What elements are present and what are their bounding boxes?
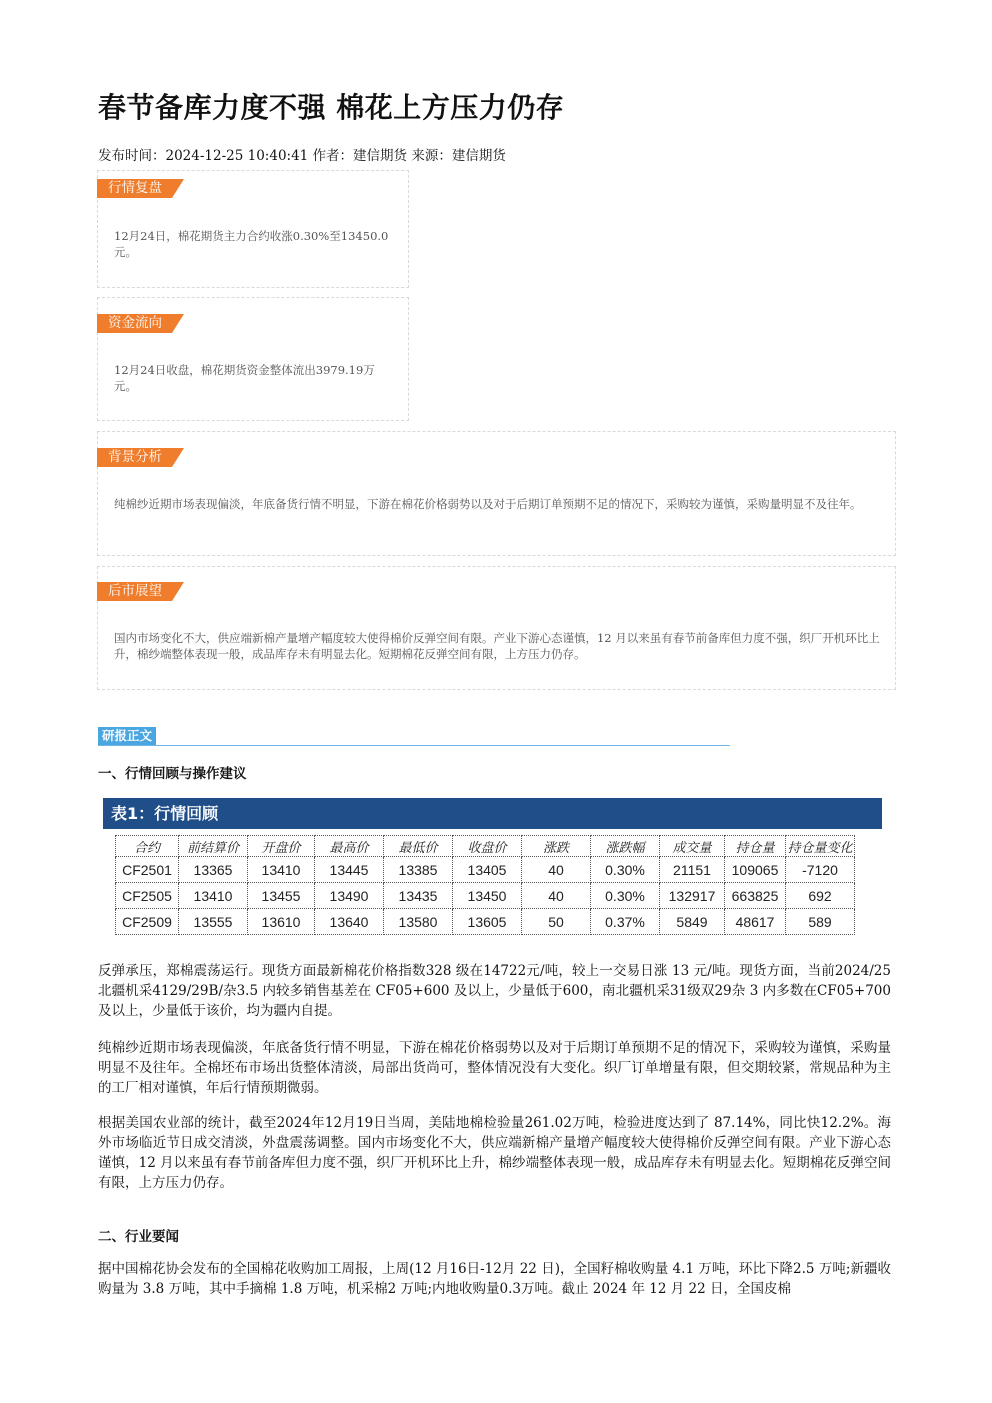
table-cell: 13580: [384, 909, 453, 935]
paragraph-usda: 根据美国农业部的统计，截至2024年12月19日当周，美陆地棉检验量261.02万吨，检验进度达到了 87.14%，同比快12.2%。海外市场临近节日成交清淡，外盘震荡调整。国内市场变化不大，供应端新棉产量增产幅度较大使得棉价反弹空间有限。产业下游心态谨慎，12 月以来虽有春节前备库但力度不强，织厂开机环比上升，棉纱端整体表现一般，成品库存未有明显去化。短期棉花反弹空间有限，上方压力仍存。: [98, 1115, 891, 1191]
table-cell: 692: [786, 883, 855, 909]
table-cell: 132917: [660, 883, 725, 909]
table-cell: 13410: [179, 883, 248, 909]
table-cell: 13435: [384, 883, 453, 909]
table-cell: 13455: [248, 883, 315, 909]
table-cell: 40: [522, 857, 591, 883]
table-cell: 13605: [453, 909, 522, 935]
table-cell: 0.30%: [591, 883, 660, 909]
col-header: 合约: [116, 836, 179, 857]
table-cell: 13450: [453, 883, 522, 909]
section1-heading: 一、行情回顾与操作建议: [98, 766, 247, 782]
table-cell: 663825: [725, 883, 786, 909]
market-review-table: [103, 798, 882, 938]
table-row: [116, 857, 855, 883]
table-cell: 21151: [660, 857, 725, 883]
article-meta: 发布时间：2024-12-25 10:40:41 作者：建信期货 来源：建信期货: [98, 148, 506, 164]
table-cell: 13445: [315, 857, 384, 883]
summary-box-fund-flow: [97, 297, 409, 421]
table-cell: CF2505: [116, 883, 179, 909]
table-title: 表1：行情回顾: [103, 798, 882, 829]
table-cell: 13385: [384, 857, 453, 883]
col-header: 前结算价: [179, 836, 248, 857]
page-title: 春节备库力度不强 棉花上方压力仍存: [98, 91, 565, 124]
table-cell: CF2509: [116, 909, 179, 935]
summary-box-outlook: [97, 566, 896, 690]
market-review-text: 12月24日，棉花期货主力合约收涨0.30%至13450.0元。: [114, 229, 389, 259]
table-cell: 13610: [248, 909, 315, 935]
table-cell: 40: [522, 883, 591, 909]
table-cell: CF2501: [116, 857, 179, 883]
col-header: 收盘价: [453, 836, 522, 857]
table-cell: 50: [522, 909, 591, 935]
table-cell: 589: [786, 909, 855, 935]
table-cell: 13405: [453, 857, 522, 883]
tag-outlook: 后市展望: [97, 582, 172, 601]
col-header: 持仓量变化: [786, 836, 855, 857]
section2-heading: 二、行业要闻: [98, 1229, 179, 1245]
paragraph-industry-news: 据中国棉花协会发布的全国棉花收购加工周报，上周(12 月16日-12月 22 日)，全国籽棉收购量 4.1 万吨，环比下降2.5 万吨;新疆收购量为 3.8 万吨，其中手摘棉 1.8 万吨，机采棉2 万吨;内地收购量0.3万吨。截止 2024 年 12 月 22 日，全国皮棉: [98, 1261, 891, 1297]
col-header: 持仓量: [725, 836, 786, 857]
table-cell: 0.37%: [591, 909, 660, 935]
table-cell: 13555: [179, 909, 248, 935]
col-header: 最低价: [384, 836, 453, 857]
table-cell: 13640: [315, 909, 384, 935]
tag-market-review: 行情复盘: [97, 179, 172, 198]
table-cell: 5849: [660, 909, 725, 935]
table-cell: -7120: [786, 857, 855, 883]
summary-box-background: [97, 431, 896, 556]
table-cell: 109065: [725, 857, 786, 883]
table-cell: 48617: [725, 909, 786, 935]
table-header-row: [116, 836, 855, 857]
col-header: 最高价: [315, 836, 384, 857]
col-header: 涨跌: [522, 836, 591, 857]
table-row: [116, 909, 855, 935]
table-cell: 0.30%: [591, 857, 660, 883]
summary-box-market-review: [97, 170, 409, 288]
table-cell: 13365: [179, 857, 248, 883]
col-header: 成交量: [660, 836, 725, 857]
report-body-bar: [98, 727, 730, 746]
outlook-text: 国内市场变化不大，供应端新棉产量增产幅度较大使得棉价反弹空间有限。产业下游心态谨慎，12 月以来虽有春节前备库但力度不强，织厂开机环比上升，棉纱端整体表现一般，成品库存未有明显去化。短期棉花反弹空间有限，上方压力仍存。: [114, 631, 880, 661]
paragraph-yarn-market: 纯棉纱近期市场表现偏淡，年底备货行情不明显，下游在棉花价格弱势以及对于后期订单预期不足的情况下，采购较为谨慎，采购量明显不及往年。全棉坯布市场出货整体清淡，局部出货尚可，整体情况没有大变化。织厂订单增量有限，但交期较紧，常规品种为主的工厂相对谨慎，年后行情预期微弱。: [98, 1040, 891, 1096]
table-cell: 13490: [315, 883, 384, 909]
background-text: 纯棉纱近期市场表现偏淡，年底备货行情不明显，下游在棉花价格弱势以及对于后期订单预期不足的情况下，采购较为谨慎，采购量明显不及往年。: [114, 497, 862, 511]
tag-fund-flow: 资金流向: [97, 314, 172, 333]
fund-flow-text: 12月24日收盘，棉花期货资金整体流出3979.19万元。: [114, 363, 375, 393]
report-body-label: 研报正文: [98, 727, 156, 745]
table-row: [116, 883, 855, 909]
quotes-table: [115, 835, 855, 935]
col-header: 涨跌幅: [591, 836, 660, 857]
col-header: 开盘价: [248, 836, 315, 857]
tag-background: 背景分析: [97, 448, 172, 467]
paragraph-market-review: 反弹承压，郑棉震荡运行。现货方面最新棉花价格指数328 级在14722元/吨，较上一交易日涨 13 元/吨。现货方面，当前2024/25 北疆机采4129/29B/杂3.5 内较多销售基差在 CF05+600 及以上，少量低于600，南北疆机采31级双29杂 3 内多数在CF05+700 及以上，少量低于该价，均为疆内自提。: [98, 963, 891, 1019]
table-cell: 13410: [248, 857, 315, 883]
